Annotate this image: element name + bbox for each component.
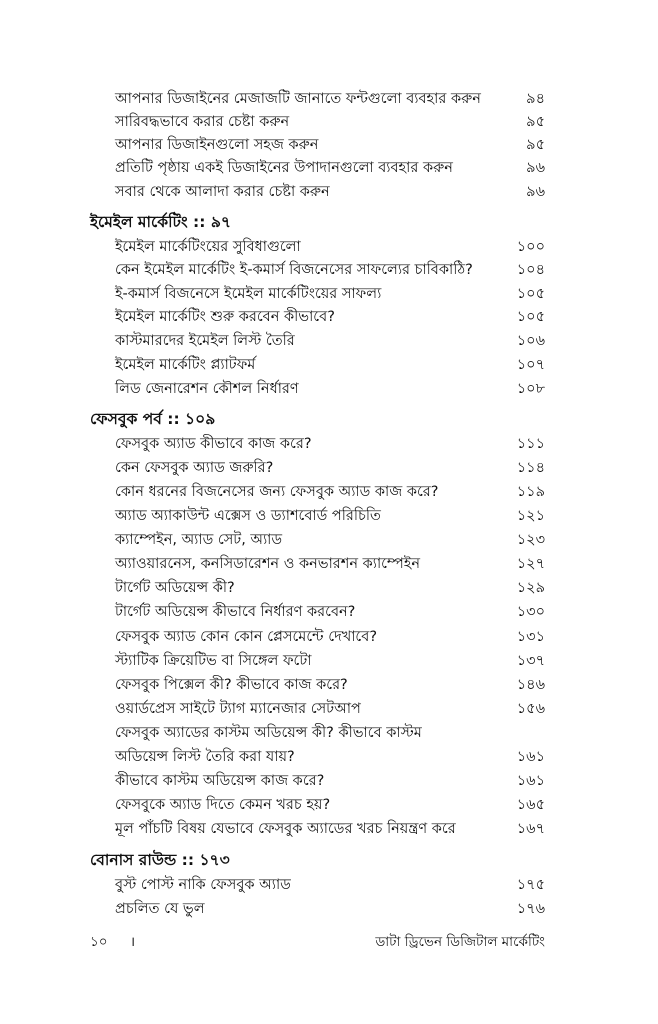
toc-entry-title: স্ট্যাটিক ক্রিয়েটিভ বা সিঙ্গেল ফটো [115,653,312,669]
toc-entry-title: ফেসবুক অ্যাড কোন কোন প্লেসমেন্টে দেখাবে? [115,629,378,645]
toc-entry-page: ১০০ [516,239,545,255]
toc-entry-page: ১২৯ [516,580,545,596]
toc-entry-title: সবার থেকে আলাদা করার চেষ্টা করুন [115,184,330,200]
toc-entry-title: আপনার ডিজাইনগুলো সহজ করুন [115,137,319,153]
toc-entry [115,110,545,134]
toc-entry-title: ইমেইল মার্কেটিং প্ল্যাটফর্ম [115,357,256,373]
toc-entry-title: অ্যাওয়ারনেস, কনসিডারেশন ও কনভারশন ক্যাম্পেইন [115,556,420,572]
toc-entry-page: ১৫৬ [516,701,545,717]
toc-entry [115,649,545,673]
toc-entry-title: ই-কমার্স বিজনেসে ইমেইল মার্কেটিংয়ের সাফল্য [115,286,382,302]
toc-entry-page: ১৭৬ [516,901,545,917]
toc-entry-title: ফেসবুক অ্যাড কীভাবে কাজ করে? [115,436,312,452]
toc-entry-title: মূল পাঁচটি বিষয় যেভাবে ফেসবুক অ্যাডের খরচ নিয়ন্ত্রণ করে [115,821,456,837]
toc-entry [115,697,545,721]
toc-entry-page: ১০৫ [516,286,545,302]
toc-entry-title: ফেসবুকে অ্যাড দিতে কেমন খরচ হয়? [115,797,331,813]
toc-entry [115,504,545,528]
toc-entry [115,258,545,282]
toc-entry-title: কোন ধরনের বিজনেসের জন্য ফেসবুক অ্যাড কাজ করে? [115,484,439,500]
toc-entry [115,897,545,921]
toc-entry-title: ক্যাম্পেইন, অ্যাড সেট, অ্যাড [115,532,283,548]
toc-section-heading: বোনাস রাউন্ড :: ১৭৩ [90,851,230,869]
toc-entry-title: কেন ইমেইল মার্কেটিং ই-কমার্স বিজনেসের সাফল্যের চাবিকাঠি? [115,262,473,278]
toc-entry [115,552,545,576]
toc-entry-title: ওয়ার্ডপ্রেস সাইটে ট্যাগ ম্যানেজার সেটআপ [115,701,361,717]
toc-entry-page: ১৩০ [516,604,545,620]
toc-entry [115,353,545,377]
toc-entry-title: কীভাবে কাস্টম অডিয়েন্স কাজ করে? [115,773,325,789]
toc-entry-page: ১১৯ [516,484,545,500]
toc-entry [115,745,545,769]
toc-entry-title: আপনার ডিজাইনের মেজাজটি জানাতে ফন্টগুলো ব্যবহার করুন [115,91,481,107]
toc-entry-page: ১০৮ [516,381,545,397]
toc-entry-page: ১৭৫ [516,877,545,893]
toc-entry [115,528,545,552]
toc-entry [115,235,545,259]
toc-entry [115,180,545,204]
toc-entry-title: কাস্টমারদের ইমেইল লিস্ট তৈরি [115,333,295,349]
toc-entry [115,329,545,353]
toc-entry-page: ১০৫ [516,309,545,325]
toc-entry-page: ১৬৫ [516,797,545,813]
toc-entry-title: ফেসবুক অ্যাডের কাস্টম অডিয়েন্স কী? কীভাবে কাস্টম [115,725,422,741]
toc-entry [115,156,545,180]
toc-entry-title: প্রতিটি পৃষ্ঠায় একই ডিজাইনের উপাদানগুলো ব্যবহার করুন [115,160,453,176]
toc-entry-page: ৯৫ [526,114,545,130]
toc-entry [115,456,545,480]
toc-entry-page: ১২৭ [516,556,545,572]
toc-entry-page: ৯৬ [526,160,545,176]
toc-entry-title: অ্যাড অ্যাকাউন্ট এক্সেস ও ড্যাশবোর্ড পরিচিতি [115,508,381,524]
toc-entry [115,133,545,157]
toc-entry [115,305,545,329]
toc-entry [115,793,545,817]
toc-entry [115,673,545,697]
toc-entry-title: কেন ফেসবুক অ্যাড জরুরি? [115,460,274,476]
toc-entry-title: সারিবদ্ধভাবে করার চেষ্টা করুন [115,114,290,130]
toc-entry-page: ১২৩ [516,532,545,548]
toc-entry-page: ১৪৬ [516,677,545,693]
toc-entry [115,625,545,649]
toc-entry-page: ৯৬ [526,184,545,200]
footer-separator: । [130,934,136,950]
footer-book-title: ডাটা ড্রিভেন ডিজিটাল মার্কেটিং [375,934,545,950]
toc-entry [115,576,545,600]
toc-entry-title: টার্গেট অডিয়েন্স কীভাবে নির্ধারণ করবেন? [115,604,356,620]
toc-entry [115,87,545,111]
toc-entry [115,432,545,456]
toc-entry-title: লিড জেনারেশন কৌশল নির্ধারণ [115,381,299,397]
toc-entry-page: ১০৬ [516,333,545,349]
toc-entry-page: ১৩১ [516,629,545,645]
toc-entry-page: ১৩৭ [516,653,545,669]
toc-entry-page: ১১৪ [516,460,545,476]
toc-entry-page: ১০৭ [516,357,545,373]
toc-section-heading: ইমেইল মার্কেটিং :: ৯৭ [90,213,231,231]
toc-entry-page: ৯৫ [526,137,545,153]
toc-entry-page: ১৬৭ [516,821,545,837]
toc-entry [115,817,545,841]
toc-entry-page: ১৬১ [516,749,545,765]
toc-entry [115,873,545,897]
toc-entry [115,769,545,793]
toc-entry-title: প্রচলিত যে ভুল [115,901,205,917]
toc-entry-page: ১৬১ [516,773,545,789]
toc-entry-title: ইমেইল মার্কেটিংয়ের সুবিধাগুলো [115,239,301,255]
toc-entry-title: অডিয়েন্স লিস্ট তৈরি করা যায়? [115,749,295,765]
toc-entry-page: ১১১ [516,436,545,452]
toc-entry-title: বুস্ট পোস্ট নাকি ফেসবুক অ্যাড [115,877,291,893]
toc-entry [115,377,545,401]
toc-entry-title: টার্গেট অডিয়েন্স কী? [115,580,235,596]
toc-section-heading: ফেসবুক পর্ব :: ১০৯ [90,410,216,428]
toc-entry-title: ফেসবুক পিক্সেল কী? কীভাবে কাজ করে? [115,677,348,693]
toc-entry [115,282,545,306]
toc-entry-title: ইমেইল মার্কেটিং শুরু করবেন কীভাবে? [115,309,335,325]
toc-entry-page: ১২১ [516,508,545,524]
footer-page-number: ১০ [90,934,108,950]
toc-entry-page: ৯৪ [526,91,545,107]
toc-entry [115,721,545,745]
toc-entry [115,600,545,624]
toc-entry [115,480,545,504]
toc-entry-page: ১০৪ [516,262,545,278]
